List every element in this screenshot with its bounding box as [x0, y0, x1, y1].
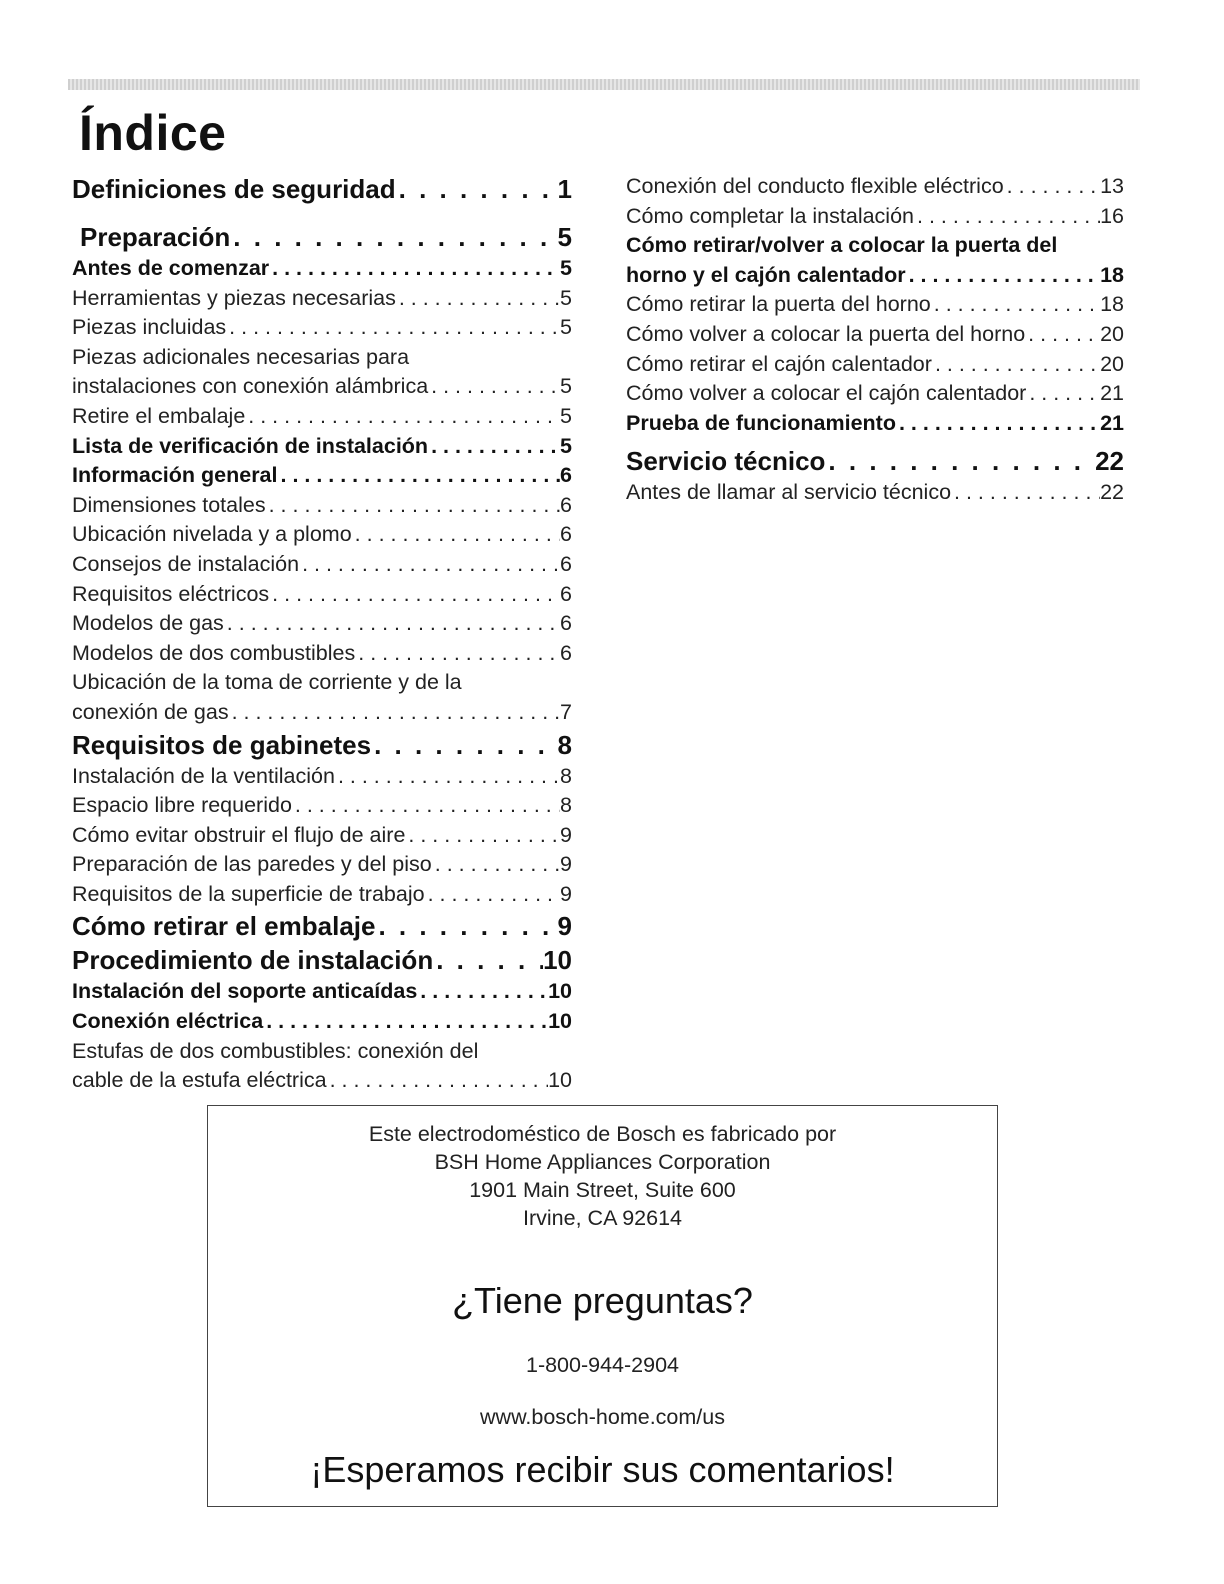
- dot-leader: [931, 290, 1100, 320]
- toc-entry[interactable]: [72, 850, 572, 880]
- toc-page-number: 16: [1100, 203, 1124, 228]
- toc-entry-title: Piezas incluidas: [72, 315, 227, 340]
- toc-entry[interactable]: [72, 461, 572, 491]
- toc-page-number: 21: [1100, 410, 1124, 435]
- toc-entry-title: Instalación de la ventilación: [72, 763, 335, 788]
- dot-leader: [245, 402, 560, 432]
- toc-entry[interactable]: [72, 220, 572, 254]
- toc-page-number: 5: [557, 222, 572, 252]
- toc-page-number: 5: [560, 256, 572, 280]
- dot-leader: [1026, 379, 1100, 409]
- toc-entry[interactable]: [72, 1007, 572, 1037]
- dot-leader: [355, 639, 560, 669]
- toc-page-number: 9: [557, 911, 572, 942]
- toc-entry-title: Conexión eléctrica: [72, 1009, 264, 1034]
- toc-page-number: 6: [560, 551, 572, 576]
- toc-page-number: 22: [1095, 446, 1124, 477]
- toc-page-number: 6: [560, 522, 572, 547]
- dot-leader: [1004, 172, 1100, 202]
- toc-entry-title: Consejos de instalación: [72, 551, 300, 576]
- dot-leader: [428, 432, 560, 462]
- manufacturer-line: Este electrodoméstico de Bosch es fabricado por: [368, 1122, 837, 1146]
- toc-entry-title: instalaciones con conexión alámbrica: [72, 374, 429, 399]
- toc-entry[interactable]: [72, 943, 572, 977]
- dot-leader: [224, 609, 560, 639]
- toc-page-number: 20: [1100, 321, 1124, 346]
- toc-left-column: [72, 172, 572, 1096]
- toc-entry[interactable]: [626, 290, 1124, 320]
- toc-page-number: 5: [560, 403, 572, 428]
- toc-page-number: 7: [560, 699, 572, 724]
- toc-page-number: 13: [1100, 174, 1124, 198]
- toc-page-number: 10: [543, 945, 572, 976]
- page-title: Índice: [79, 105, 227, 161]
- toc-entry[interactable]: [72, 402, 572, 432]
- toc-page-number: 22: [1100, 480, 1124, 505]
- dot-leader: [375, 909, 557, 943]
- toc-entry-title: Prueba de funcionamiento: [626, 410, 896, 435]
- dot-leader: [417, 977, 548, 1007]
- toc-entry-title-line: Estufas de dos combustibles: conexión del: [72, 1038, 479, 1063]
- toc-entry-title: cable de la estufa eléctrica: [72, 1068, 327, 1093]
- dot-leader: [226, 313, 560, 343]
- dot-leader: [396, 284, 560, 314]
- dot-leader: [896, 409, 1100, 439]
- toc-entry[interactable]: [72, 343, 572, 402]
- toc-page-number: 8: [557, 729, 572, 760]
- dot-leader: [425, 880, 560, 910]
- manufacturer-line: BSH Home Appliances Corporation: [434, 1150, 771, 1174]
- toc-right-column: [626, 172, 1124, 508]
- toc-entry-title: Antes de llamar al servicio técnico: [626, 480, 952, 505]
- dot-leader: [432, 850, 560, 880]
- dot-leader: [269, 254, 560, 284]
- dot-leader: [327, 1066, 549, 1096]
- dot-leader: [1025, 320, 1100, 350]
- toc-entry-title: Cómo retirar la puerta del horno: [626, 292, 931, 317]
- toc-entry-title: Cómo volver a colocar la puerta del horno: [626, 321, 1026, 346]
- dot-leader: [371, 728, 557, 762]
- toc-entry[interactable]: [72, 728, 572, 762]
- dot-leader: [906, 261, 1101, 291]
- toc-entry-title: Lista de verificación de instalación: [72, 433, 429, 458]
- toc-page-number: 10: [548, 1009, 572, 1034]
- manufacturer-line: 1901 Main Street, Suite 600: [469, 1178, 736, 1202]
- toc-entry[interactable]: [72, 491, 572, 521]
- toc-entry-title-line: Cómo retirar/volver a colocar la puerta del: [626, 233, 1058, 258]
- toc-entry-title: Servicio técnico: [626, 446, 826, 477]
- toc-entry-title: Preparación: [80, 222, 231, 252]
- toc-entry-title: Preparación de las paredes y del piso: [72, 852, 432, 877]
- toc-entry[interactable]: [72, 580, 572, 610]
- toc-page-number: 6: [560, 463, 572, 488]
- toc-entry[interactable]: [72, 668, 572, 727]
- dot-leader: [428, 372, 560, 402]
- toc-entry[interactable]: [626, 379, 1124, 409]
- toc-entry[interactable]: [72, 909, 572, 943]
- toc-page-number: 9: [560, 822, 572, 847]
- toc-entry[interactable]: [72, 791, 572, 821]
- toc-page-number: 5: [560, 315, 572, 340]
- dot-leader: [433, 943, 543, 977]
- toc-page-number: 8: [560, 793, 572, 818]
- toc-entry-title: Requisitos de la superficie de trabajo: [72, 881, 425, 906]
- dot-leader: [269, 580, 560, 610]
- toc-page-number: 6: [560, 581, 572, 606]
- toc-entry-title: Conexión del conducto flexible eléctrico: [626, 174, 1004, 198]
- toc-entry-title: Cómo completar la instalación: [626, 203, 914, 228]
- toc-page-number: 6: [560, 640, 572, 665]
- toc-entry[interactable]: [626, 350, 1124, 380]
- toc-entry[interactable]: [72, 313, 572, 343]
- toc-entry-title: Cómo retirar el embalaje: [72, 911, 376, 942]
- toc-entry[interactable]: [72, 284, 572, 314]
- phone-number[interactable]: 1-800-944-2904: [525, 1353, 679, 1377]
- dot-leader: [299, 550, 560, 580]
- feedback-message: ¡Esperamos recibir sus comentarios!: [310, 1449, 895, 1490]
- toc-entry-title: Cómo retirar el cajón calentador: [626, 351, 932, 376]
- toc-entry-title: Dimensiones totales: [72, 492, 266, 517]
- toc-entry-title-line: Piezas adicionales necesarias para: [72, 344, 410, 369]
- dot-leader: [230, 220, 557, 254]
- toc-entry-title: conexión de gas: [72, 699, 229, 724]
- toc-page-number: 10: [548, 1068, 572, 1093]
- toc-entry-title: Modelos de dos combustibles: [72, 640, 356, 665]
- website-link[interactable]: www.bosch-home.com/us: [480, 1405, 725, 1429]
- toc-entry[interactable]: [72, 520, 572, 550]
- dot-leader: [352, 520, 560, 550]
- toc-page-number: 10: [548, 979, 572, 1004]
- toc-page-number: 21: [1100, 381, 1124, 406]
- toc-entry[interactable]: [626, 478, 1124, 508]
- toc-entry[interactable]: [72, 172, 572, 206]
- dot-leader: [266, 491, 560, 521]
- contact-box: [207, 1105, 998, 1507]
- toc-page-number: 6: [560, 611, 572, 636]
- toc-entry-title: Cómo volver a colocar el cajón calentador: [626, 381, 1027, 406]
- dot-leader: [335, 762, 560, 792]
- toc-page-number: 18: [1100, 262, 1124, 287]
- toc-page-number: 6: [560, 492, 572, 517]
- dot-leader: [396, 172, 558, 206]
- toc-entry-title: Información general: [72, 463, 278, 488]
- toc-entry-title: Requisitos de gabinetes: [72, 729, 372, 760]
- toc-entry-title: Definiciones de seguridad: [72, 174, 396, 204]
- toc-entry-title: Herramientas y piezas necesarias: [72, 285, 396, 310]
- toc-page-number: 20: [1100, 351, 1124, 376]
- toc-entry[interactable]: [626, 202, 1124, 232]
- toc-entry[interactable]: [72, 609, 572, 639]
- toc-entry-title: Antes de comenzar: [72, 256, 270, 280]
- toc-entry[interactable]: [626, 444, 1124, 478]
- manufacturer-info: [208, 1120, 997, 1232]
- toc-entry[interactable]: [72, 550, 572, 580]
- toc-entry[interactable]: [72, 639, 572, 669]
- questions-heading: ¿Tiene preguntas?: [452, 1280, 753, 1321]
- toc-entry[interactable]: [72, 254, 572, 284]
- toc-entry[interactable]: [626, 320, 1124, 350]
- toc-entry[interactable]: [626, 409, 1124, 439]
- toc-entry[interactable]: [72, 821, 572, 851]
- toc-entry[interactable]: [72, 1037, 572, 1096]
- dot-leader: [951, 478, 1100, 508]
- dot-leader: [405, 821, 560, 851]
- toc-entry-title: Ubicación nivelada y a plomo: [72, 522, 352, 547]
- dot-leader: [932, 350, 1100, 380]
- toc-page-number: 9: [560, 881, 572, 906]
- toc-entry-title: Requisitos eléctricos: [72, 581, 270, 606]
- dot-leader: [292, 791, 560, 821]
- toc-entry[interactable]: [72, 432, 572, 462]
- toc-entry-title: Cómo evitar obstruir el flujo de aire: [72, 822, 406, 847]
- manufacturer-line: Irvine, CA 92614: [523, 1206, 682, 1230]
- toc-entry-title: Espacio libre requerido: [72, 793, 292, 818]
- toc-entry[interactable]: [72, 762, 572, 792]
- toc-page-number: 5: [560, 433, 572, 458]
- toc-entry-title: Retire el embalaje: [72, 403, 246, 428]
- header-rule: [68, 79, 1140, 90]
- dot-leader: [914, 202, 1100, 232]
- dot-leader: [263, 1007, 548, 1037]
- toc-entry-title: Instalación del soporte anticaídas: [72, 979, 418, 1004]
- toc-entry-title: horno y el cajón calentador: [626, 262, 906, 287]
- toc-page-number: 5: [560, 374, 572, 399]
- toc-page-number: 5: [560, 285, 572, 310]
- toc-page-number: 9: [560, 852, 572, 877]
- dot-leader: [229, 698, 560, 728]
- toc-entry[interactable]: [72, 880, 572, 910]
- toc-page-number: 1: [557, 174, 572, 204]
- toc-entry[interactable]: [72, 977, 572, 1007]
- toc-entry-title: Procedimiento de instalación: [72, 945, 434, 976]
- toc-entry[interactable]: [626, 231, 1124, 290]
- toc-entry-title-line: Ubicación de la toma de corriente y de la: [72, 670, 462, 695]
- toc-page-number: 8: [560, 763, 572, 788]
- toc-entry[interactable]: [626, 172, 1124, 202]
- toc-entry-title: Modelos de gas: [72, 611, 224, 636]
- dot-leader: [825, 444, 1095, 478]
- toc-page-number: 18: [1100, 292, 1124, 317]
- dot-leader: [278, 461, 561, 491]
